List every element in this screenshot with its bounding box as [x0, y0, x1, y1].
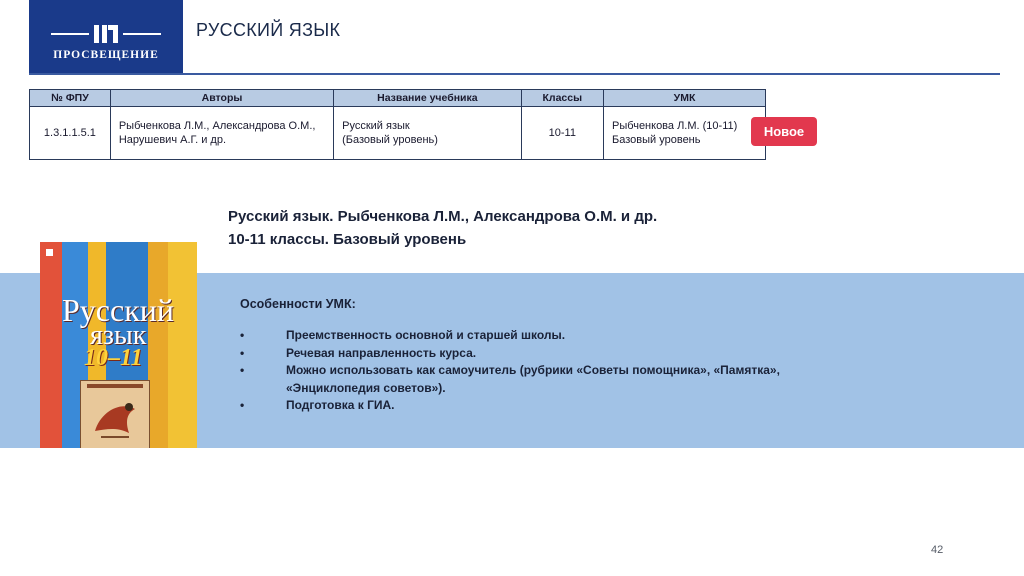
header-divider [29, 73, 1000, 75]
cell-umk [604, 107, 766, 160]
list-item-text: Подготовка к ГИА. [286, 398, 395, 412]
page-number: 42 [931, 544, 944, 556]
list-item-text: Можно использовать как самоучитель (рубрики «Советы помощника», «Памятка», «Энциклопедия советов»). [286, 363, 780, 395]
publisher-logo [29, 0, 183, 75]
cover-bird-icon [81, 381, 149, 448]
cell-authors [110, 107, 333, 160]
cover-stripe-orange [148, 242, 168, 448]
book-title-line1: Русский язык. Рыбченкова Л.М., Александрова О.М. и др. [228, 208, 658, 225]
cover-stripe-left [40, 242, 62, 448]
list-item [240, 397, 860, 415]
cell-title [334, 107, 521, 160]
cell-umk-line2: Базовый уровень [612, 134, 701, 146]
column-header-umk: УМК [604, 90, 766, 107]
book-title-line2: 10-11 классы. Базовый уровень [228, 231, 467, 248]
cell-grades: 10-11 [521, 107, 603, 160]
logo-emblem-icon [92, 23, 120, 45]
cell-title-line1: Русский язык [342, 120, 410, 132]
cell-fpu: 1.3.1.1.5.1 [30, 107, 111, 160]
column-header-grades: Классы [521, 90, 603, 107]
list-item-text: Преемственность основной и старшей школы. [286, 328, 566, 342]
features-heading: Особенности УМК: [240, 297, 356, 311]
list-item-text: Речевая направленность курса. [286, 345, 477, 360]
column-header-authors: Авторы [110, 90, 333, 107]
cover-stripe-right [168, 242, 197, 448]
cover-title-word1: Русский [62, 292, 174, 328]
bullet-icon: • [240, 328, 245, 342]
new-badge: Новое [751, 117, 817, 146]
cell-umk-line1: Рыбченкова Л.М. (10-11) [612, 120, 738, 132]
cover-illustration-caption [87, 384, 143, 388]
cover-illustration-icon [80, 380, 150, 448]
features-list [240, 327, 860, 415]
list-item [240, 362, 860, 397]
bullet-icon: • [240, 345, 245, 360]
bullet-icon: • [240, 363, 245, 377]
logo-text: ПРОСВЕЩЕНИЕ [53, 49, 159, 61]
cover-title-word2: язык [90, 320, 147, 351]
cell-authors-line2: Нарушевич А.Г. и др. [118, 134, 227, 146]
cover-publisher-icon [46, 249, 53, 256]
table-header-row [30, 90, 766, 107]
book-title [228, 205, 657, 251]
cover-grade: 10–11 [84, 345, 143, 371]
cell-authors-line1: Рыбченкова Л.М., Александрова О.М., [118, 120, 316, 132]
list-item [240, 327, 860, 345]
logo-line-right [123, 33, 161, 35]
cell-title-line2: (Базовый уровень) [342, 134, 438, 146]
page-title: РУССКИЙ ЯЗЫК [196, 20, 341, 40]
logo-line-left [51, 33, 89, 35]
list-item [240, 345, 860, 363]
column-header-title: Название учебника [334, 90, 521, 107]
bullet-icon: • [240, 398, 245, 412]
book-cover-image [40, 242, 197, 448]
column-header-fpu: № ФПУ [30, 90, 111, 107]
table-row [30, 107, 766, 160]
fpu-table [29, 89, 766, 160]
